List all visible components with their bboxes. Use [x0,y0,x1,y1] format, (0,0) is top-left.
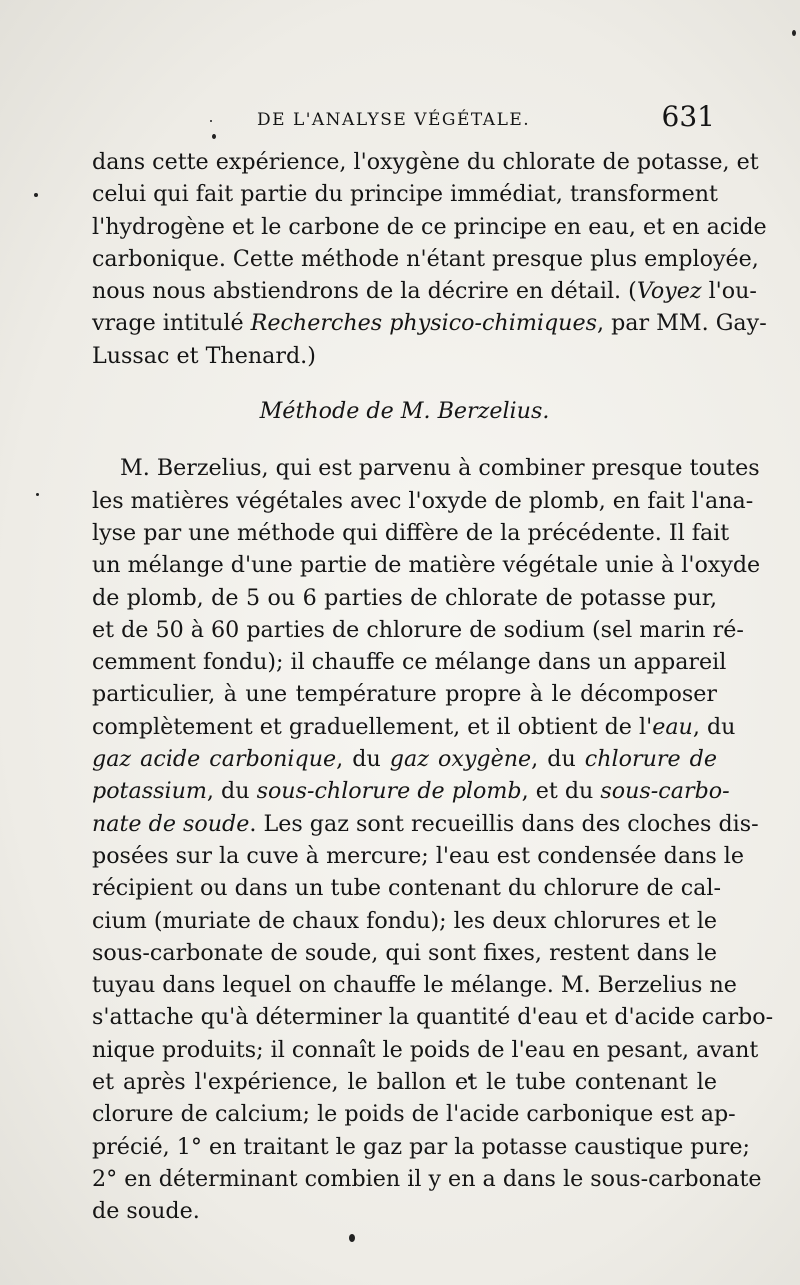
italic-span: Voyez [636,278,702,305]
italic-span: eau [652,713,693,740]
text-line: cium (muriate de chaux fondu); les deux chlorures et le [92,907,718,934]
text-span: , du [206,778,257,805]
text-line: sous-carbonate de soude, qui sont fixes, restent dans le [92,939,717,966]
paragraph-continuation [92,146,767,372]
text-line [92,743,717,775]
text-span: , du [531,746,585,773]
text-line [92,775,730,807]
text-span: , par MM. Gay- [596,310,767,337]
text-span: l'ou- [701,278,757,305]
text-line: celui qui fait partie du principe immédiat, transforment [92,181,718,208]
text-line: 2° en déterminant combien il y en a dans le sous-carbonate [92,1165,762,1192]
text-line: et après l'expérience, le ballon et le tube contenant le [92,1069,717,1096]
text-span: vrage intitulé [92,310,251,337]
text-span: . Les gaz sont recueillis dans des cloches dis- [249,810,759,837]
running-head: DE L'ANALYSE VÉGÉTALE. [257,110,531,130]
text-line: particulier, à une température propre à le décomposer [92,681,717,708]
section-heading: Méthode de M. Berzelius. [259,398,550,425]
text-line [92,711,736,743]
text-line [92,808,759,840]
italic-span: chlorure de [584,746,717,773]
text-line: s'attache qu'à déterminer la quantité d'eau et d'acide carbo- [92,1004,774,1031]
italic-span: sous-carbo- [600,778,730,805]
text-line: les matières végétales avec l'oxyde de plomb, en fait l'ana- [92,487,754,514]
text-line [92,275,757,307]
text-line: posées sur la cuve à mercure; l'eau est condensée dans le [92,842,744,869]
text-line: lyse par une méthode qui diffère de la précédente. Il fait [92,519,730,546]
page-header [92,100,717,140]
book-title: Recherches physico-chimiques [250,310,597,337]
text-span: complètement et graduellement, et il obtient de l' [92,713,653,740]
text-line: de plomb, de 5 ou 6 parties de chlorate de potasse pur, [92,584,717,611]
text-line: un mélange d'une partie de matière végétale unie à l'oxyde [92,552,761,579]
italic-span: potassium [92,778,207,805]
text-line: dans cette expérience, l'oxygène du chlorate de potasse, et [92,149,759,175]
text-line: carbonique. Cette méthode n'étant presque plus employée, [92,245,759,272]
text-line: nique produits; il connaît le poids de l'eau en pesant, avant [92,1036,759,1063]
text-line: Lussac et Thenard.) [92,342,316,369]
text-line: précié, 1° en traitant le gaz par la potasse caustique pure; [92,1133,750,1160]
text-span: , du [692,713,736,740]
page-number: 631 [661,100,715,133]
text-span: nous nous abstiendrons de la décrire en détail. ( [92,278,637,305]
italic-span: sous-chlorure de plomb [256,778,522,805]
text-line: M. Berzelius, qui est parvenu à combiner presque toutes [120,455,760,482]
text-span: , du [336,746,390,773]
text-line: récipient ou dans un tube contenant du chlorure de cal- [92,875,721,902]
italic-span: nate de soude [92,810,250,837]
italic-span: gaz oxygène [389,746,532,773]
text-line [92,307,767,339]
text-line: et de 50 à 60 parties de chlorure de sodium (sel marin ré- [92,616,744,643]
text-line: clorure de calcium; le poids de l'acide carbonique est ap- [92,1101,736,1128]
text-span: , et du [521,778,601,805]
page-body [92,146,774,1228]
italic-span: gaz acide carbonique [92,746,337,773]
text-line: cemment fondu); il chauffe ce mélange dans un appareil [92,649,727,676]
text-line: l'hydrogène et le carbone de ce principe en eau, et en acide [92,213,767,240]
text-line: de soude. [92,1198,200,1225]
paragraph-berzelius [92,452,774,1227]
text-line: tuyau dans lequel on chauffe le mélange. M. Berzelius ne [92,972,737,999]
